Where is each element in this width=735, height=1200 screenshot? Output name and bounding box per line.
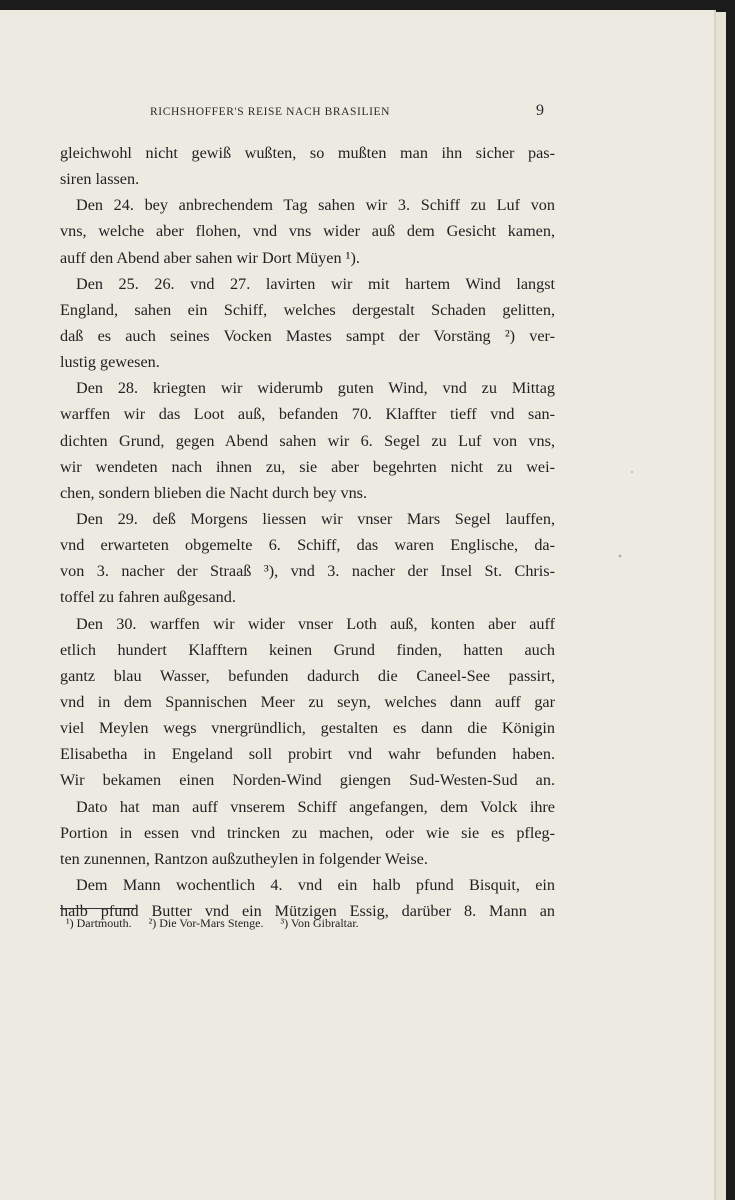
text-line: von 3. nacher der Straaß ³), vnd 3. nacher der Insel St. Chris-	[60, 562, 555, 581]
text-line: wir wendeten nach ihnen zu, sie aber begehrten nicht zu wei-	[60, 457, 555, 476]
text-line: warffen wir das Loot auß, befanden 70. Klaffter tieff vnd san-	[60, 405, 555, 424]
footnote-mark: ¹)	[66, 916, 74, 930]
text-line: Wir bekamen einen Norden-Wind giengen Sud-Westen-Sud an.	[60, 771, 555, 790]
text-line: toffel zu fahren außgesand.	[60, 588, 236, 607]
text-line: siren lassen.	[60, 170, 140, 189]
text-line: vnd erwarteten obgemelte 6. Schiff, das waren Englische, da-	[60, 536, 555, 555]
text-line: viel Meylen wegs vnergründlich, gestalten es dann die Königin	[60, 719, 555, 738]
text-line: vns, welche aber flohen, vnd vns wider auß dem Gesicht kamen,	[60, 222, 555, 241]
footnote-text: Die Vor-Mars Stenge.	[159, 916, 264, 930]
footnote-mark: ²)	[148, 916, 157, 930]
text-line: dichten Grund, gegen Abend sahen wir 6. Segel zu Luf von vns,	[60, 431, 555, 450]
text-line: Portion in essen vnd trincken zu machen, oder wie sie es pfleg-	[60, 823, 555, 842]
text-line: Den 30. warffen wir wider vnser Loth auß, konten aber auff	[76, 614, 555, 633]
text-line: auff den Abend aber sahen wir Dort Müyen ¹).	[60, 248, 360, 267]
text-line: lustig gewesen.	[60, 353, 160, 372]
text-line: vnd in dem Spannischen Meer zu seyn, welches dann auff gar	[60, 692, 555, 711]
text-line: Den 28. kriegten wir widerumb guten Wind, vnd zu Mittag	[76, 379, 555, 398]
text-line: ten zunennen, Rantzon außzutheylen in folgender Weise.	[60, 849, 428, 868]
text-line: England, sahen ein Schiff, welches dergestalt Schaden gelitten,	[60, 300, 555, 319]
page-number: 9	[536, 102, 544, 119]
text-line: Den 29. deß Morgens liessen wir vnser Mars Segel lauffen,	[76, 509, 555, 528]
footnote-text: Dartmouth.	[76, 916, 132, 930]
text-line: Dato hat man auff vnserem Schiff angefangen, dem Volck ihre	[76, 797, 555, 816]
text-line: etlich hundert Klafftern keinen Grund finden, hatten auch	[60, 640, 555, 659]
text-line: chen, sondern blieben die Nacht durch bey vns.	[60, 483, 368, 502]
footnote-text: Von Gibraltar.	[290, 916, 359, 930]
footnote-mark: ³)	[280, 916, 289, 930]
text-line: halb pfund Butter vnd ein Mützigen Essig, darüber 8. Mann an	[60, 902, 555, 921]
text-line: Dem Mann wochentlich 4. vnd ein halb pfund Bisquit, ein	[76, 875, 555, 894]
text-line: Den 25. 26. vnd 27. lavirten wir mit hartem Wind langst	[76, 274, 555, 293]
running-title: RICHSHOFFER'S REISE NACH BRASILIEN	[150, 106, 391, 118]
text-line: daß es auch seines Vocken Mastes sampt der Vorstäng ²) ver-	[60, 326, 555, 345]
text-line: Elisabetha in Engeland soll probirt vnd wahr befunden haben.	[60, 745, 555, 764]
text-line: gleichwohl nicht gewiß wußten, so mußten man ihn sicher pas-	[60, 144, 555, 162]
paper-speck	[619, 555, 622, 558]
text-line: Den 24. bey anbrechendem Tag sahen wir 3. Schiff zu Luf von	[76, 196, 555, 215]
text-line: gantz blau Wasser, befunden dadurch die Caneel-See passirt,	[60, 666, 555, 685]
paper-speck	[631, 471, 633, 473]
